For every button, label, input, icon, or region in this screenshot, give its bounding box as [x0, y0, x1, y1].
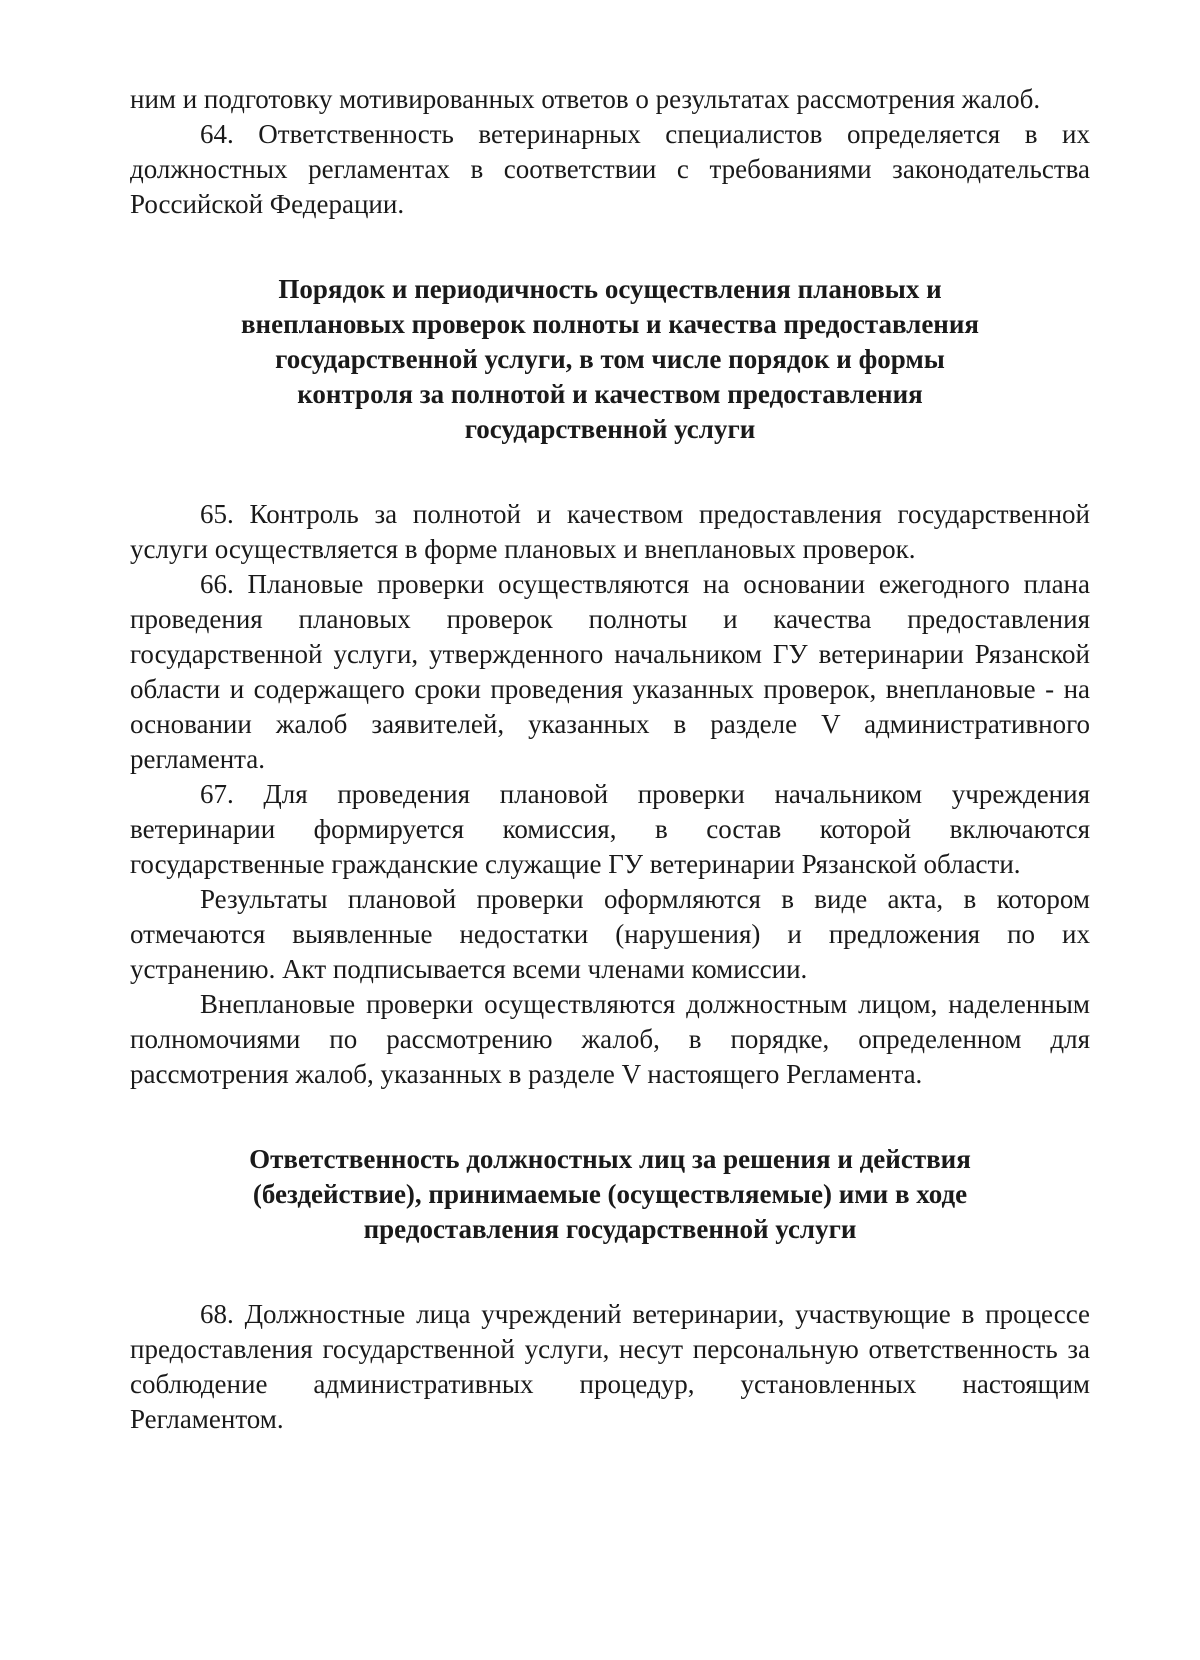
document-body	[130, 82, 1090, 1437]
paragraph-65: 65. Контроль за полнотой и качеством предоставления государственной услуги осуществляется в форме плановых и внеплановых проверок.	[130, 499, 1090, 564]
paragraph-67: 67. Для проведения плановой проверки начальником учреждения ветеринарии формируется комиссия, в состав которой включаются государственные гражданские служащие ГУ ветеринарии Рязанской области.	[130, 779, 1090, 879]
paragraph-67-results: Результаты плановой проверки оформляются в виде акта, в котором отмечаются выявленные недостатки (нарушения) и предложения по их устранению. Акт подписывается всеми членами комиссии.	[130, 884, 1090, 984]
heading-line: (бездействие), принимаемые (осуществляемые) ими в ходе	[252, 1179, 968, 1209]
heading-line: государственной услуги	[464, 414, 756, 444]
heading-line: внеплановых проверок полноты и качества предоставления	[240, 309, 980, 339]
heading-line: Ответственность должностных лиц за решения и действия	[249, 1144, 971, 1174]
paragraph-67-unplanned: Внеплановые проверки осуществляются должностным лицом, наделенным полномочиями по рассмотрению жалоб, в порядке, определенном для рассмотрения жалоб, указанных в разделе V настоящего Регламента.	[130, 989, 1090, 1089]
heading-line: Порядок и периодичность осуществления плановых и	[278, 274, 942, 304]
paragraph-64: 64. Ответственность ветеринарных специалистов определяется в их должностных регламентах в соответствии с требованиями законодательства Российской Федерации.	[130, 119, 1090, 219]
section-heading-inspections	[130, 272, 1090, 447]
paragraph-66: 66. Плановые проверки осуществляются на основании ежегодного плана проведения плановых проверок полноты и качества предоставления государственной услуги, утвержденного начальником ГУ ветеринарии Рязанской области и содержащего сроки проведения указанных проверок, внеплановые - на основании жалоб заявителей, указанных в разделе V административного регламента.	[130, 569, 1090, 774]
section-heading-responsibility	[130, 1142, 1090, 1247]
heading-line: контроля за полнотой и качеством предоставления	[297, 379, 923, 409]
paragraph-68: 68. Должностные лица учреждений ветеринарии, участвующие в процессе предоставления государственной услуги, несут персональную ответственность за соблюдение административных процедур, установленных настоящим Регламентом.	[130, 1299, 1090, 1434]
heading-line: предоставления государственной услуги	[363, 1214, 857, 1244]
heading-line: государственной услуги, в том числе порядок и формы	[275, 344, 945, 374]
continuation-paragraph: ним и подготовку мотивированных ответов о результатах рассмотрения жалоб.	[130, 84, 1041, 114]
